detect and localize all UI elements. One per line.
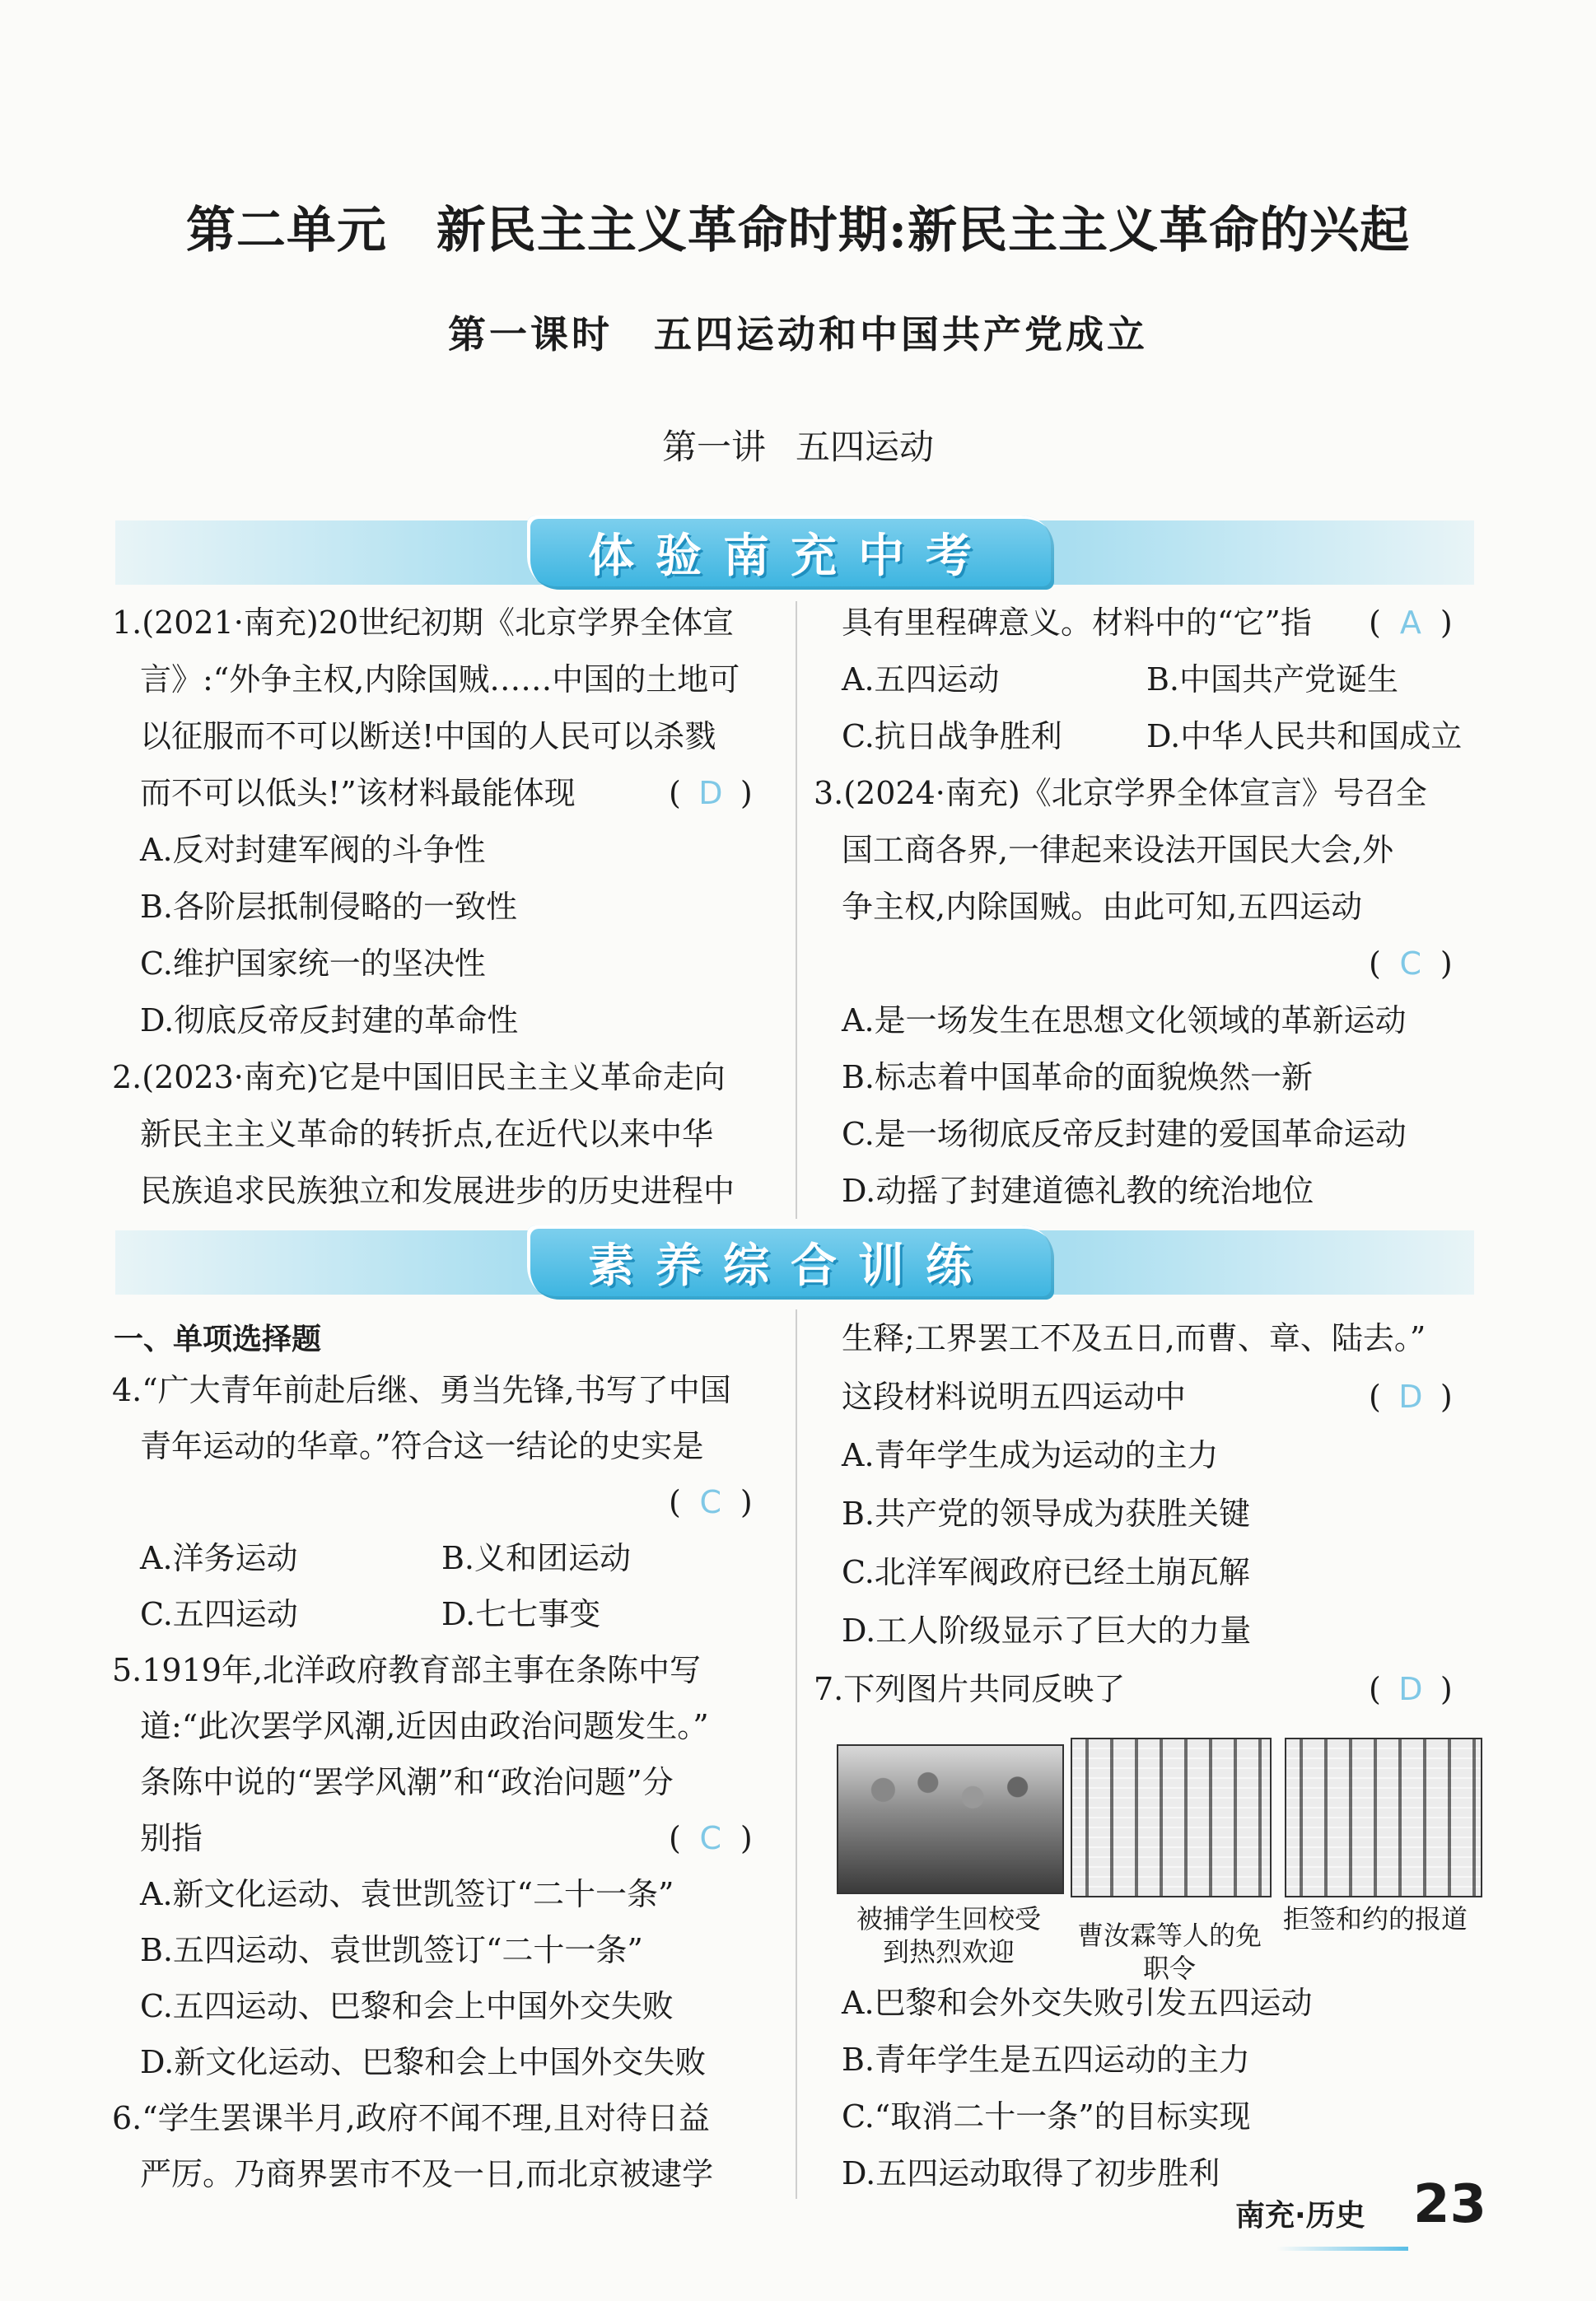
q6-line: 严厉。乃商界罢市不及一日,而北京被逮学: [140, 2156, 714, 2192]
q6-option: B.共产党的领导成为获胜关键: [842, 1496, 1251, 1532]
q2-line: 具有里程碑意义。材料中的“它”指: [842, 604, 1312, 641]
q1-option: A.反对封建军阀的斗争性: [140, 832, 486, 868]
q4-line: 青年运动的华章。”符合这一结论的史实是: [140, 1428, 704, 1464]
q5-line: 5.1919年,北洋政府教育部主事在条陈中写: [112, 1652, 702, 1688]
q3-option: A.是一场发生在思想文化领域的革新运动: [842, 1002, 1407, 1038]
q1-line: 言》:“外争主权,内除国贼……中国的土地可: [140, 661, 740, 698]
q1-line: 1.(2021·南充)20世纪初期《北京学界全体宣: [112, 604, 735, 641]
q6-option: D.工人阶级显示了巨大的力量: [842, 1613, 1252, 1649]
q3-line: 争主权,内除国贼。由此可知,五四运动: [842, 889, 1363, 925]
q5-line: 别指: [140, 1820, 203, 1856]
unit-title: 第二单元 新民主主义革命时期:新民主主义革命的兴起: [185, 202, 1411, 259]
question-1: [112, 595, 753, 1220]
q1-answer: ( D ): [669, 775, 753, 811]
q5-answer: ( C ): [669, 1820, 753, 1856]
q2-line: 新民主主义革命的转折点,在近代以来中华: [140, 1116, 714, 1152]
q2-option: C.抗日战争胜利: [842, 718, 1062, 754]
question-2-3: [814, 595, 1463, 1220]
lesson-title: 第一课时 五四运动和中国共产党成立: [448, 312, 1148, 357]
photo-students-return: [837, 1744, 1064, 1894]
q1-option: D.彻底反帝反封建的革命性: [140, 1002, 519, 1038]
caption-students-return: 被捕学生回校受到热烈欢迎: [856, 1903, 1041, 1967]
q2-line: 2.(2023·南充)它是中国旧民主主义革命走向: [112, 1059, 726, 1095]
q4-answer: ( C ): [669, 1484, 753, 1520]
q6-option: C.北洋军阀政府已经土崩瓦解: [842, 1554, 1250, 1590]
q6-line: 生释;工界罢工不及五日,而曹、章、陆去。”: [842, 1320, 1426, 1356]
q1-line: 而不可以低头!”该材料最能体现: [140, 775, 576, 811]
column-divider: [796, 1309, 797, 2199]
column-divider: [796, 601, 797, 1219]
q2-line: 民族追求民族独立和发展进步的历史进程中: [140, 1173, 735, 1209]
q6-line: 6.“学生罢课半月,政府不闻不理,且对待日益: [112, 2100, 710, 2136]
q7-option: B.青年学生是五四运动的主力: [842, 2042, 1251, 2078]
q7-option: C.“取消二十一条”的目标实现: [842, 2098, 1251, 2135]
q3-option: B.标志着中国革命的面貌焕然一新: [842, 1059, 1314, 1095]
q7-option: D.五四运动取得了初步胜利: [842, 2155, 1220, 2191]
q3-option: D.动摇了封建道德礼教的统治地位: [842, 1173, 1314, 1209]
q5-option: C.五四运动、巴黎和会上中国外交失败: [140, 1988, 674, 2024]
q1-line: 以征服而不可以断送!中国的人民可以杀戮: [140, 718, 716, 754]
q5-option: B.五四运动、袁世凯签订“二十一条”: [140, 1932, 643, 1968]
q7-line: 7.下列图片共同反映了: [814, 1671, 1126, 1707]
q3-line: 3.(2024·南充)《北京学界全体宣言》号召全: [814, 775, 1427, 811]
q4-line: 4.“广大青年前赴后继、勇当先锋,书写了中国: [112, 1372, 731, 1408]
q4-option: A.洋务运动: [140, 1540, 298, 1576]
q5-line: 条陈中说的“罢学风潮”和“政治问题”分: [140, 1764, 674, 1800]
exam-banner-label: 体验南充中考: [527, 516, 1054, 590]
q2-option: D.中华人民共和国成立: [1146, 718, 1463, 754]
q5-option: A.新文化运动、袁世凯签订“二十一条”: [140, 1876, 674, 1912]
q7-option: A.巴黎和会外交失败引发五四运动: [842, 1985, 1313, 2021]
q2-option: A.五四运动: [842, 661, 1000, 698]
q5-line: 道:“此次罢学风潮,近因由政治问题发生。”: [140, 1708, 709, 1744]
q3-line: 国工商各界,一律起来设法开国民大会,外: [842, 832, 1394, 868]
q4-option: B.义和团运动: [441, 1540, 632, 1576]
q6-answer: ( D ): [1369, 1379, 1453, 1415]
question-4-6: [112, 1362, 753, 2202]
caption-dismissal-order: 曹汝霖等人的免职令: [1076, 1920, 1262, 1984]
q1-option: C.维护国家统一的坚决性: [140, 945, 486, 982]
lecture-title: 第一讲 五四运动: [661, 427, 935, 467]
q7-options: [842, 1975, 1313, 2202]
question-6-7: [814, 1309, 1453, 1719]
q3-option: C.是一场彻底反帝反封建的爱国革命运动: [842, 1116, 1407, 1152]
section-heading: 一、单项选择题: [114, 1323, 322, 1356]
q4-option: D.七七事变: [441, 1596, 601, 1632]
exam-banner: [115, 520, 1474, 585]
photo-newspaper-report: [1285, 1738, 1482, 1897]
q1-option: B.各阶层抵制侵略的一致性: [140, 889, 518, 925]
footer-accent-line: [1276, 2247, 1408, 2251]
q7-answer: ( D ): [1369, 1671, 1453, 1707]
q4-option: C.五四运动: [140, 1596, 298, 1632]
q5-option: D.新文化运动、巴黎和会上中国外交失败: [140, 2044, 707, 2080]
caption-newspaper-report: 拒签和约的报道: [1282, 1903, 1468, 1935]
photo-dismissal-order: [1071, 1738, 1272, 1897]
q2-option: B.中国共产党诞生: [1146, 661, 1399, 698]
q6-option: A.青年学生成为运动的主力: [842, 1437, 1219, 1473]
q3-answer: ( C ): [1369, 945, 1453, 982]
q2-answer: ( A ): [1369, 604, 1453, 641]
page-number: 23: [1413, 2174, 1487, 2235]
footer-brand: 南充·历史: [1235, 2199, 1365, 2233]
training-banner: [115, 1230, 1474, 1295]
q6-line: 这段材料说明五四运动中: [842, 1379, 1187, 1415]
training-banner-label: 素养综合训练: [527, 1225, 1054, 1300]
